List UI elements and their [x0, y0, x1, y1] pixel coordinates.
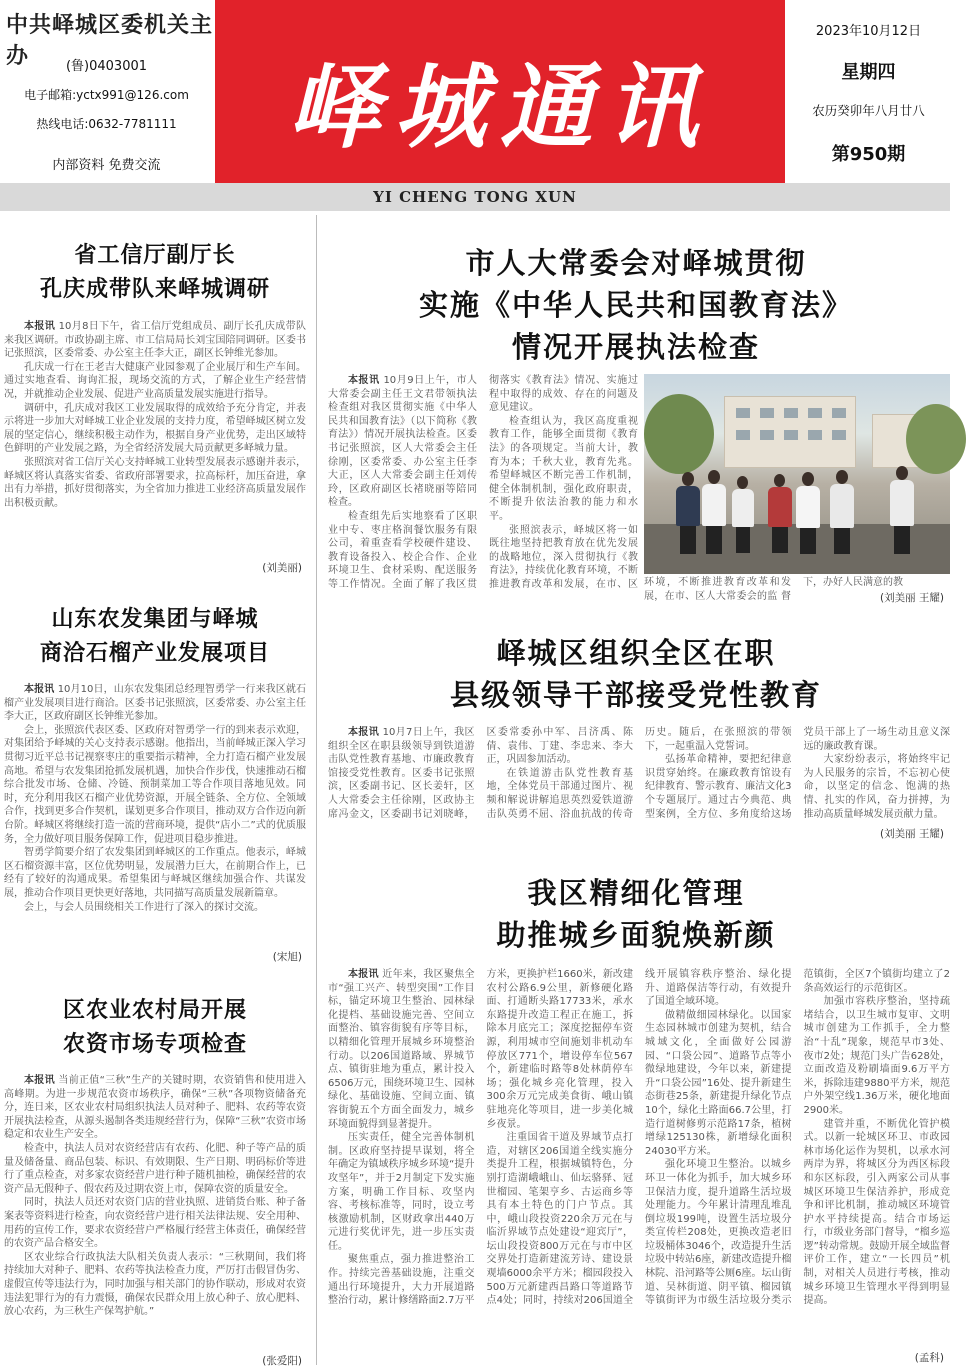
article-4-tail-text: 环境，不断推进教育改革和发展，在市、区人大常委会的监 [644, 577, 791, 602]
article-4-title-line-3: 情况开展执法检查 [511, 330, 760, 364]
masthead-hotline: 热线电话:0632-7781111 [36, 117, 177, 131]
masthead-reg-no: (鲁)0403001 [65, 59, 148, 74]
article-5-title-line-2: 县级领导干部接受党性教育 [449, 678, 822, 712]
article-4-para: 10月9日上午，市人大常委会副主任王文君带领执法检查组对我区贯彻实施《中华人民共和国教育法》（以下简称《教育法》）情况开展执法检查。区委书记张照滨，区人大常委会主任徐刚，区委常委、办公室主任李大正，区人大常委会副主任刘传玲，区政府副区长褚晓丽等陪同检查。 [328, 375, 478, 509]
pinyin-bar [0, 183, 950, 211]
photo-inspection-group [644, 374, 950, 574]
article-4-tail-text-2: 督下，办好人民满意的教 [781, 577, 903, 602]
article-2-para: 10月10日，山东农发集团总经理智勇学一行来我区就石榴产业发展项目进行商洽。区委书记张照滨，区委常委、办公室主任李大正，区政府副区长钟维光参加。 [4, 684, 306, 723]
article-4-title-line-2: 实施《中华人民共和国教育法》 [418, 288, 853, 322]
article-2-lead: 本报讯 [24, 684, 55, 695]
article-3-title-line-2: 农资市场专项检查 [62, 1032, 247, 1057]
article-1-para: 张照滨对省工信厅关心支持峄城工业转型发展表示感谢并表示，峄城区将认真落实省委、省政府部署要求，拉高标杆，加压奋进，拿出有力举措，抓好贯彻落实，为全省加力推进工业经济高质量发展作出积极贡献。 [4, 456, 306, 509]
article-6-title-line-2: 助推城乡面貌焕新颜 [496, 918, 776, 952]
masthead-title: 峄城通讯 [287, 53, 712, 161]
article-3-para: 同时，执法人员还对农资门店的营业执照、进销货台账、种子备案表等资料进行检查，向农资经营户进行相关法律法规、安全用种、用药的宣传工作，要求农资经营户严格履行经营主体责任，确保经营的农资产品合格安全。 [4, 1197, 306, 1250]
masthead-title-block [215, 0, 785, 183]
article-1-para: 调研中，孔庆成对我区工业发展取得的成效给予充分肯定，并表示将进一步加大对峄城工业企业发展的支持力度，希望峄城区树立发展的坚定信心，继续积极主动作为，根据自身产业优势，走出区域特色鲜明的产业发展之路，为全省经济发展大局贡献更多峄城力量。 [4, 402, 306, 455]
article-1-byline: (刘美丽) [262, 562, 302, 574]
article-5-title-line-1: 峄城区组织全区在职 [496, 636, 776, 670]
article-4-body [328, 374, 638, 600]
article-5-para: 大家纷纷表示，将始终牢记为人民服务的宗旨，不忘初心使命，以坚定的信念、饱满的热情、扎实的作风，奋力拼搏，为推动高质量峄城发展贡献力量。 [803, 754, 950, 820]
article-6-title-line-1: 我区精细化管理 [527, 876, 745, 910]
article-2-para: 智勇学简要介绍了农发集团到峄城区的工作重点。他表示，峄城区石榴资源丰富，区位优势明显，发展潜力巨大，在前期合作上，已经有了较好的沟通成果。希望集团与峄城区继续加强合作、共谋发展，推动合作项目更快更好落地，共同描写高质量发展新篇章。 [4, 847, 306, 899]
masthead-note: 内部资料 免费交流 [52, 158, 161, 173]
article-3-para: 检查中，执法人员对农资经营店有农药、化肥、种子等产品的质量及储备量、商品包装、标识、有效期限、生产日期、明码标价等进行了重点检查，对多家农资经营户进行种子随机抽检，确保经营的农资产品无假种子、假农药及过期农资上市，保障农资的质量安全。 [4, 1142, 306, 1195]
article-5-byline: (刘美丽 王耀) [879, 828, 944, 840]
article-5-para: 弘扬革命精神，要把纪律意识贯穿始终。在廉政教育馆设有纪律教育、警示教育、廉洁文化3个专题展厅。通过古今典范、典型案例，全方位、多角度给这场党员干部上了一场生动且意义深远的廉政教育课。 [645, 727, 950, 820]
article-5-lead: 本报讯 [348, 727, 380, 738]
article-4-para: 检查组先后实地察看了区职业中专、枣庄格润餐饮服务有限公司，着重查看学校硬件建设、教育设备投入、校企合作、企业环境卫生、食材采购、配送服务等工作情况。全面了解了我区贯彻落实《教育法》情况、实施过程中取得的成效、存在的问题及意见建议。 [328, 375, 638, 590]
article-3-title-line-1: 区农业农村局开展 [62, 998, 247, 1023]
article-6-lead: 本报讯 [348, 969, 379, 980]
article-2-headline [10, 603, 300, 671]
article-1-title-line-1: 省工信厅副厅长 [74, 243, 236, 268]
article-6-body [328, 968, 950, 1346]
article-4-title-line-1: 市人大常委会对峄城贯彻 [465, 246, 807, 280]
article-2-title-line-1: 山东农发集团与峄城 [51, 607, 259, 632]
masthead-date: 2023年10月12日 [815, 24, 922, 39]
article-4-para: 张照滨表示，峄城区将一如既往地坚持把教育放在优先发展的战略地位，深入贯彻执行《教育法》，持续优化教育环境，不断推进教育改革和发展，在市、区 [489, 524, 638, 590]
article-1-para: 孔庆成一行在王老吉大健康产业园参观了企业展厅和生产车间。通过实地查看、询询汇报，现场交流的方式，了解企业生产经营情况，并就推动企业发展、促进产业高质量发展实施进行指导。 [4, 361, 306, 400]
article-3-body [4, 1074, 306, 1352]
article-1-headline [10, 239, 300, 307]
article-5-body [328, 726, 950, 838]
article-2-title-line-2: 商洽石榴产业发展项目 [39, 641, 270, 666]
article-3-para: 当前正值“三秋”生产的关键时期，农资销售和使用进入高峰期。为进一步规范农资市场秩序，确保“三秋”各项物资储备充分，连日来，区农业农村局组织执法人员对种子、肥料、农药等农资开展执法检查，从源头遏制各类违规经营行为，保障“三秋”农资市场稳定和农业生产安全。 [4, 1075, 306, 1141]
article-3-headline [10, 994, 300, 1062]
article-3-lead: 本报讯 [24, 1075, 55, 1086]
article-6-para: 建管并重，不断优化管护模式。以新一轮城区环卫、市政园林市场化运作为契机，以承水河两岸为界，将城区分为西区标段和东区标段，引入两家公司从事城区环境卫生保洁养护，形成竞争和评比机制，推动城区环境管护水平持续提高。结合市场运行，市级业务部门督导，“榴乡巡逻”转动常规。鼓励开展全域监督评价工作，建立“一长四员”机制，对相关人员进行考核，推动城乡环境卫生管理水平得到明显提高。 [803, 1118, 950, 1307]
article-4-para: 检查组认为，我区高度重视教育工作，能够全面贯彻《教育法》的各项规定。当前大计，教育为本；千秋大业，教育先兆。希望峄城区不断完善工作机制，健全体制机制，强化政府职责，不断提升依法治教的能力和水平。 [489, 415, 638, 522]
article-5-para: 10月7日上午，我区组织全区在职县级领导到铁道游击队党性教育基地、市廉政教育馆接受党性教育。区委书记张照滨，区委副书记、区长姜轩，区人大常委会主任徐刚，区政协主席冯金文，区委副书记刘晓峰，区委常委孙中军、吕济禹、陈倩、袁伟、丁建、李忠来、李大正，巩固参加活动。 [328, 727, 633, 820]
article-6-para: 加强市容秩序整治，坚持疏堵结合，以卫生城市复审、文明城市创建为工作抓手，全力整治“十乱”现象，规范早市3处、夜市2处；规范门头广告628处，立面改造及粉刷墙面9.6万平方米，拆除违建9880平方米，规范户外架空线1.36万米，硬化地面2900米。 [803, 996, 950, 1116]
masthead-pinyin: YI CHENG TONG XUN [373, 188, 577, 206]
article-6-para: 压实责任，健全完善体制机制。区政府坚持提早谋划，将全年确定为镇域秩序城乡环境“提升攻坚年”，并于2月制定下发实施方案，明确工作目标、攻坚内容、考核标准等，同时，设立考核激励机制，区财政拿出440万元进行奖优评先，进一步压实责任。 [328, 1132, 475, 1252]
masthead-org: 中共峄城区委机关主办 [6, 12, 214, 69]
article-5-para: 在铁道游击队党性教育基地，全体党员干部通过图片、视频和解说讲解追思英烈爱铁道游击队英勇不屈、浴血抗战的传奇历史。随后，在张照滨的带领下，一起重温入党誓词。 [486, 727, 792, 820]
article-3-para: 区农业综合行政执法大队相关负责人表示：“三秋期间，我们将持续加大对种子、肥料、农药等执法检查力度，严厉打击假冒伪劣、虚假宣传等违法行为，同时加强与相关部门的协作联动，形成对农资违法犯罪行为的有力震慑，确保农民群众用上放心种子、放心肥料、放心农药，为三秋生产保驾护航。” [4, 1251, 306, 1318]
article-2-para: 会上，张照滨代表区委、区政府对智勇学一行的到来表示欢迎，对集团给予峄城的关心支持表示感谢。他指出，当前峄城正深入学习贯彻习近平总书记视察枣庄的重要指示精神，全力打造石榴产业发展高地。希望与农发集团抢抓发展机遇，加快合作步伐，快速推动石榴综合批发市场、仓储、冷链、预制菜加工等合作项目落地见效。同时，充分利用我区石榴产业优势资源，开展全链条、全方位、全领域合作，找到更多合作契机，谋划更多合作项目，推动双方合作迈向新台阶。峄城区将继续打造一流的营商环境，提供“店小二”式的优质服务，全力做好项目服务保障工作，促进项目稳步推进。 [4, 724, 306, 845]
article-1-body [4, 320, 306, 558]
article-2-para: 会上，与会人员围绕相关工作进行了深入的探讨交流。 [24, 901, 264, 913]
article-5-headline [322, 632, 950, 716]
column-divider [316, 215, 317, 1365]
article-2-body [4, 683, 306, 948]
masthead-email: 电子邮箱:yctx991@126.com [24, 88, 189, 102]
article-6-para: 近年来，我区聚焦全市“强工兴产、转型突围”工作目标，锚定环境卫生整治、园林绿化提档、基础设施完善、空间立面整治、镇容街貌有序等目标，以精细化管理开展城乡环境整治行动。以206国道路域、界城节点、镇街驻地为重点，累计投入6506万元，围绕环境卫生、园林绿化、基础设施、空间立面、镇容街貌五个方面全面发力，城乡环境面貌得到显著提升。 [328, 969, 475, 1130]
article-1-title-line-2: 孔庆成带队来峄城调研 [39, 277, 270, 302]
article-1-lead: 本报讯 [24, 321, 56, 332]
article-4-lead: 本报讯 [348, 375, 380, 386]
article-1-para: 10月8日下午，省工信厅党组成员、副厅长孔庆成带队来我区调研。市政协副主席、市工信局局长刘宝国陪同调研。区委书记张照滨，区委常委、办公室主任李大正，副区长钟维光参加。 [4, 321, 307, 360]
article-2-byline: (宋旭) [272, 951, 302, 963]
article-6-byline: (孟科) [914, 1352, 944, 1364]
masthead-weekday: 星期四 [841, 62, 896, 83]
masthead-lunar: 农历癸卯年八月廿八 [812, 103, 925, 118]
masthead-issue: 第950期 [831, 144, 906, 165]
article-6-headline [322, 872, 950, 956]
article-6-para: 聚焦重点，强力推进整治工作。持续完善基础设施，注重交通出行环境提升，大力开展道路整治行动，累计修缮路面2.7万平方米，更换护栏1660米，新改建农村公路6.9公里，新修硬化路面、打通断头路17733米，承水东路提升改造工程正在施工，拆除本月底完工；深度挖掘停车资源，利用城市空间施划非机动车停放区771个，增设停车位567个，新建临时路等8处林荫停车场；强化城乡亮化管理，投入300余万元完成美食街、峨山镇驻地亮化等项目，进一步美化城乡夜景。 [328, 969, 633, 1307]
article-6-para: 强化环境卫生整治。以城乡环卫一体化为抓手，加大城乡环卫保洁力度，提升道路生活垃圾处理能力。今年累计清理乱堆乱倒垃圾199吨，设置生活垃圾分类宣传栏208处，更换改造老旧垃圾桶体3046个，改造提升生活垃圾中转站6座，新建改造提升榴林院、沿河路等公厕6座。坛山街道、吴林街道、阴平镇、榴园镇等镇街评为市级生活垃圾分类示范镇街，全区7个镇街均建立了2条高效运行的示范街区。 [645, 969, 950, 1307]
article-6-para: 做精做细园林绿化。以国家生态园林城市创建为契机，结合城域文化，全面做好公园游园、“口袋公园”、道路节点等小微绿地建设，今年以来，新建提升“口袋公园”16处、提升新建生态街巷25条，新建提升绿化节点10个，绿化土路面66.7公里，打造行道树修剪示范路17条，植树增绿125130株，新增绿化面积24030平方米。 [645, 1009, 792, 1157]
article-4-headline [322, 242, 950, 368]
masthead-left [0, 0, 213, 183]
article-4-byline: (刘美丽 王耀) [879, 592, 944, 604]
masthead-right [787, 0, 950, 183]
article-3-byline: (张爱阳) [262, 1355, 302, 1367]
article-6-para: 注重国省干道及界域节点打造，对辖区206国道全线实施分类提升工程，根据城镇特色，分别打造湖峨峨山、仙坛骆驿、冠世榴园、笔架亨乡、古运商乡等具有本土特色的门户节点。其中，峨山段投资220余万元在与临沂界域节点处建设“迎宾厅”，坛山段投资800万元在与市中区交界处打造新建流芳诗、建设景观墙6000余平方米；榴园段投入500万元新建西昌路口等道路节点4处；同时，持续对206国道全线开展镇容秩序整治、绿化提升、道路保洁等行动，有效提升了国道全域环境。 [486, 969, 792, 1307]
